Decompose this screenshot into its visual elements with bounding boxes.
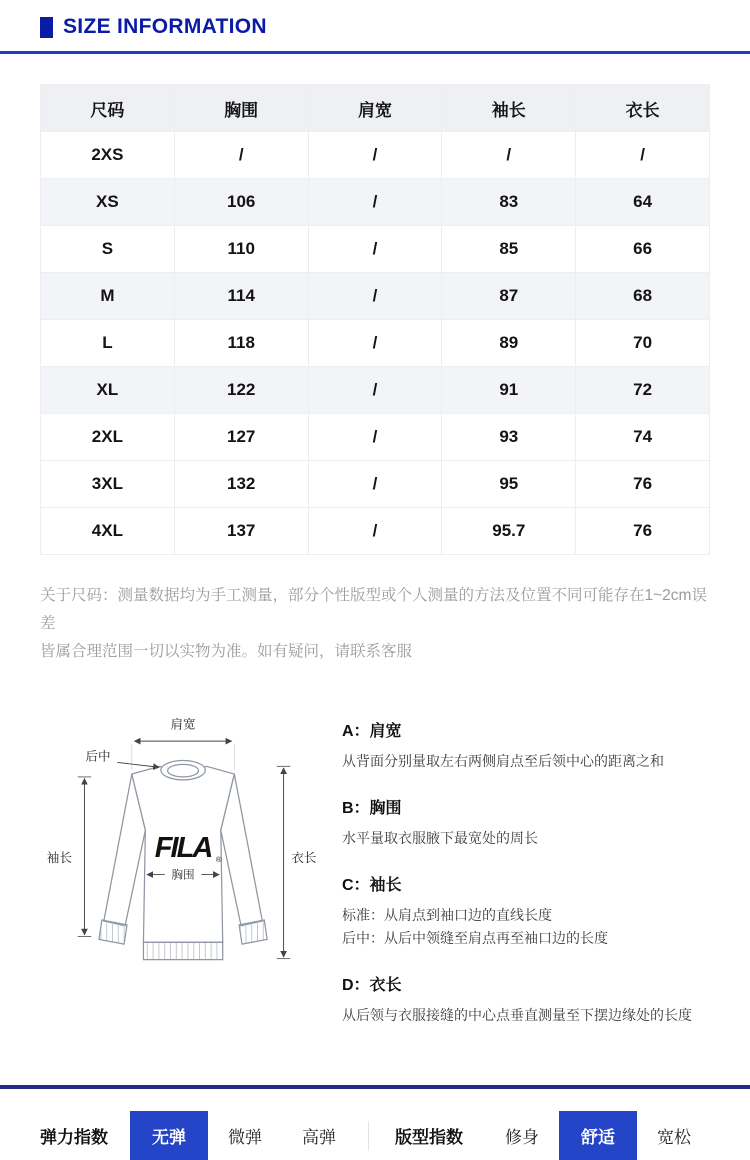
table-cell: / xyxy=(308,179,442,226)
table-cell: / xyxy=(174,132,308,179)
table-cell: / xyxy=(308,367,442,414)
measure-guide-title: D：衣长 xyxy=(342,977,402,994)
table-cell: 83 xyxy=(442,179,576,226)
index-group-label: 弹力指数 xyxy=(40,1128,108,1147)
index-indicators xyxy=(0,1089,750,1160)
left-cuff xyxy=(99,920,127,944)
collar-inner xyxy=(168,764,199,777)
measure-guide xyxy=(330,712,710,1049)
table-cell: 110 xyxy=(174,226,308,273)
right-cuff xyxy=(239,920,267,944)
table-cell: 114 xyxy=(174,273,308,320)
table-cell: / xyxy=(442,132,576,179)
table-cell: 137 xyxy=(174,508,308,555)
fila-logo: FILA xyxy=(154,832,212,865)
table-cell: / xyxy=(308,273,442,320)
measure-guide-title: C：袖长 xyxy=(342,877,402,894)
table-cell: 2XL xyxy=(41,414,175,461)
column-header: 胸围 xyxy=(174,85,308,132)
table-cell: 91 xyxy=(442,367,576,414)
garment-measure-diagram xyxy=(40,712,330,983)
table-cell: 89 xyxy=(442,320,576,367)
registered-mark: ® xyxy=(215,855,222,864)
table-cell: 95.7 xyxy=(442,508,576,555)
table-cell: 85 xyxy=(442,226,576,273)
column-header: 尺码 xyxy=(41,85,175,132)
measure-guide-section xyxy=(342,872,710,950)
measure-guide-text: 从背面分别量取左右两侧肩点至后领中心的距离之和 xyxy=(342,753,664,769)
size-note xyxy=(40,582,710,666)
table-cell: 122 xyxy=(174,367,308,414)
table-cell: 4XL xyxy=(41,508,175,555)
table-header-row xyxy=(41,85,710,132)
measure-guide-text: 标准：从肩点到袖口边的直线长度 xyxy=(342,907,552,923)
table-row xyxy=(41,179,710,226)
size-note-line-1: 关于尺码：测量数据均为手工测量，部分个性版型或个人测量的方法及位置不同可能存在1~2cm误差 xyxy=(40,587,707,632)
garment-length-label: 衣长 xyxy=(291,851,317,865)
index-option-selected: 无弹 xyxy=(130,1111,208,1160)
table-cell: 118 xyxy=(174,320,308,367)
index-option: 修身 xyxy=(505,1128,539,1147)
table-cell: 2XS xyxy=(41,132,175,179)
index-option-selected: 舒适 xyxy=(559,1111,637,1160)
index-group-divider xyxy=(368,1121,369,1151)
table-cell: 76 xyxy=(576,461,710,508)
table-cell: / xyxy=(576,132,710,179)
table-cell: 87 xyxy=(442,273,576,320)
table-cell: 76 xyxy=(576,508,710,555)
table-cell: 68 xyxy=(576,273,710,320)
column-header: 袖长 xyxy=(442,85,576,132)
measure-guide-text: 从后领与衣服接缝的中心点垂直测量至下摆边缘处的长度 xyxy=(342,1007,692,1023)
index-option: 高弹 xyxy=(302,1128,336,1147)
size-table xyxy=(40,84,710,555)
table-row xyxy=(41,273,710,320)
column-header: 肩宽 xyxy=(308,85,442,132)
measure-guide-title: A：肩宽 xyxy=(342,723,402,740)
size-note-line-2: 皆属合理范围一切以实物为准。如有疑问，请联系客服 xyxy=(40,643,413,660)
index-option: 宽松 xyxy=(657,1128,691,1147)
table-cell: 95 xyxy=(442,461,576,508)
table-cell: 132 xyxy=(174,461,308,508)
table-cell: 72 xyxy=(576,367,710,414)
index-group-label: 版型指数 xyxy=(395,1128,463,1147)
table-cell: / xyxy=(308,508,442,555)
table-row xyxy=(41,367,710,414)
table-cell: 70 xyxy=(576,320,710,367)
back-center-label: 后中 xyxy=(85,749,111,764)
shoulder-width-label: 肩宽 xyxy=(170,717,196,732)
table-cell: 66 xyxy=(576,226,710,273)
table-cell: 64 xyxy=(576,179,710,226)
measure-guide-text: 后中：从后中领缝至肩点再至袖口边的长度 xyxy=(342,930,608,946)
table-cell: / xyxy=(308,414,442,461)
column-header: 衣长 xyxy=(576,85,710,132)
table-cell: S xyxy=(41,226,175,273)
header-underline xyxy=(0,51,750,54)
table-cell: M xyxy=(41,273,175,320)
table-row xyxy=(41,461,710,508)
page-title: SIZE INFORMATION xyxy=(63,15,267,38)
table-cell: L xyxy=(41,320,175,367)
hem-band xyxy=(143,942,222,959)
chest-label: 胸围 xyxy=(171,868,195,882)
measure-guide-title: B：胸围 xyxy=(342,800,402,817)
sleeve-length-label: 袖长 xyxy=(46,851,72,865)
table-row xyxy=(41,320,710,367)
measure-guide-section xyxy=(342,795,710,850)
index-option: 微弹 xyxy=(228,1128,262,1147)
table-cell: 74 xyxy=(576,414,710,461)
table-row xyxy=(41,226,710,273)
table-cell: 93 xyxy=(442,414,576,461)
measure-guide-section xyxy=(342,972,710,1027)
table-row xyxy=(41,414,710,461)
table-row xyxy=(41,132,710,179)
measure-section xyxy=(40,712,710,1049)
header-accent-square xyxy=(40,17,53,38)
section-header xyxy=(0,0,750,51)
table-cell: 106 xyxy=(174,179,308,226)
table-cell: XS xyxy=(41,179,175,226)
table-cell: / xyxy=(308,132,442,179)
table-cell: 127 xyxy=(174,414,308,461)
table-row xyxy=(41,508,710,555)
table-cell: XL xyxy=(41,367,175,414)
measure-guide-section xyxy=(342,718,710,773)
table-cell: / xyxy=(308,461,442,508)
table-cell: / xyxy=(308,226,442,273)
measure-guide-text: 水平量取衣服腋下最宽处的周长 xyxy=(342,830,538,846)
table-cell: / xyxy=(308,320,442,367)
table-cell: 3XL xyxy=(41,461,175,508)
